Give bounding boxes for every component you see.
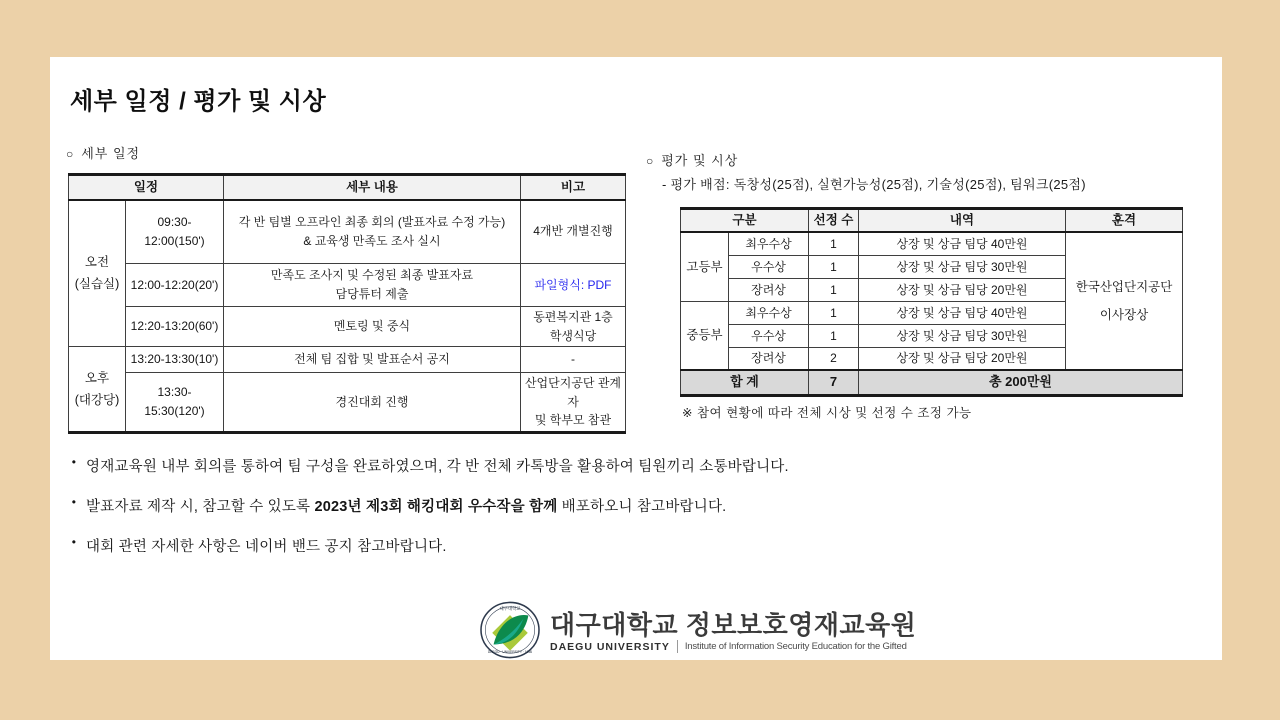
- award-count: 1: [809, 301, 859, 324]
- schedule-note: [521, 307, 626, 347]
- svg-text:DAEGU · UNIVERSITY · 1956: DAEGU · UNIVERSITY · 1956: [487, 650, 533, 655]
- awards-header-detail: 내역: [859, 209, 1066, 233]
- awards-header-row: [681, 209, 1183, 233]
- award-count: 1: [809, 324, 859, 347]
- group-line1: 오전: [84, 254, 110, 269]
- group-line2: (실습실): [74, 277, 120, 292]
- schedule-time: 12:20-13:20(60'): [126, 307, 224, 347]
- list-item: [62, 455, 1202, 476]
- list-item: [62, 535, 1202, 556]
- table-row: [69, 373, 626, 433]
- schedule-group-afternoon: [69, 347, 126, 433]
- awards-header-category: 구분: [681, 209, 809, 233]
- total-label: 합 계: [681, 370, 809, 395]
- awards-table: [680, 207, 1183, 397]
- schedule-section-text: 세부 일정: [81, 146, 141, 161]
- awards-honor: [1066, 232, 1183, 370]
- schedule-section-label: [66, 143, 140, 162]
- schedule-time: 13:30-15:30(120'): [126, 373, 224, 433]
- award-detail: 상장 및 상금 팀당 40만원: [859, 232, 1066, 255]
- list-item: [62, 495, 1202, 516]
- content-line1: 만족도 조사지 및 수정된 최종 발표자료: [270, 268, 474, 283]
- awards-header-count: 선정 수: [809, 209, 859, 233]
- awards-section-text: 평가 및 시상: [661, 153, 739, 168]
- schedule-content: 멘토링 및 중식: [224, 307, 521, 347]
- logo-english-name: DAEGU UNIVERSITY: [550, 640, 670, 653]
- total-detail: 총 200만원: [859, 370, 1183, 395]
- table-row: [69, 264, 626, 307]
- awards-group-high: 고등부: [681, 232, 729, 301]
- schedule-group-morning: [69, 200, 126, 347]
- schedule-content: 경진대회 진행: [224, 373, 521, 433]
- table-row: [681, 232, 1183, 255]
- content-line1: 각 반 팀별 오프라인 최종 회의 (발표자료 수정 가능): [238, 215, 506, 230]
- award-name: 우수상: [729, 324, 809, 347]
- schedule-time: 09:30-12:00(150'): [126, 200, 224, 264]
- schedule-content: 전체 팀 집합 및 발표순서 공지: [224, 347, 521, 373]
- note-line2: 학생식당: [549, 328, 597, 343]
- schedule-content: [224, 200, 521, 264]
- schedule-header-row: [69, 175, 626, 200]
- award-detail: 상장 및 상금 팀당 20만원: [859, 347, 1066, 370]
- awards-section-label: [646, 150, 738, 169]
- table-row: [69, 307, 626, 347]
- note-line1: 산업단지공단 관계자: [524, 376, 622, 409]
- bullet-text-pre: 발표자료 제작 시, 참고할 수 있도록: [86, 499, 315, 515]
- schedule-time: 12:00-12:20(20'): [126, 264, 224, 307]
- awards-criteria: - 평가 배점: 독창성(25점), 실현가능성(25점), 기술성(25점), 팀워크(25점): [662, 177, 1086, 192]
- university-logo: [479, 601, 916, 664]
- schedule-note: 4개반 개별진행: [521, 200, 626, 264]
- bullet-icon: •: [71, 455, 77, 469]
- logo-korean-name: 대구대학교 정보보호영재교육원: [550, 609, 917, 640]
- honor-line2: 이사장상: [1099, 308, 1149, 323]
- awards-adjust-note: ※ 참여 현황에 따라 전체 시상 및 선정 수 조정 가능: [682, 406, 972, 420]
- bullet-icon: •: [71, 535, 77, 549]
- schedule-content: [224, 264, 521, 307]
- schedule-note: -: [521, 347, 626, 373]
- bullet-text-bold: 2023년 제3회 해킹대회 우수작을 함께: [314, 499, 558, 515]
- bullet-text: [86, 495, 726, 516]
- schedule-note: [521, 373, 626, 433]
- award-detail: 상장 및 상금 팀당 30만원: [859, 255, 1066, 278]
- logo-english-row: [550, 640, 916, 653]
- bullet-icon: •: [71, 495, 77, 509]
- award-name: 장려상: [729, 278, 809, 301]
- svg-text:대구대학교: 대구대학교: [499, 606, 521, 612]
- schedule-header-note: 비고: [521, 175, 626, 200]
- bullet-text-post: 배포하오니 참고바랍니다.: [557, 499, 727, 515]
- award-detail: 상장 및 상금 팀당 30만원: [859, 324, 1066, 347]
- award-detail: 상장 및 상금 팀당 20만원: [859, 278, 1066, 301]
- award-detail: 상장 및 상금 팀당 40만원: [859, 301, 1066, 324]
- schedule-header-content: 세부 내용: [224, 175, 521, 200]
- logo-institute-name: Institute of Information Security Education for the Gifted: [684, 641, 907, 653]
- slide-canvas: [50, 57, 1222, 660]
- schedule-table: [68, 173, 626, 434]
- logo-divider: [677, 640, 678, 653]
- award-count: 1: [809, 278, 859, 301]
- awards-header-honor: 훈격: [1066, 209, 1183, 233]
- logo-text: [550, 609, 917, 653]
- award-count: 1: [809, 255, 859, 278]
- note-line2: 및 학부모 참관: [534, 413, 612, 428]
- table-row: [69, 200, 626, 264]
- content-line2: & 교육생 만족도 조사 실시: [303, 233, 441, 248]
- schedule-time: 13:20-13:30(10'): [126, 347, 224, 373]
- awards-total-row: [681, 370, 1183, 395]
- award-name: 우수상: [729, 255, 809, 278]
- bullet-text: 영재교육원 내부 회의를 통하여 팀 구성을 완료하였으며, 각 반 전체 카톡방을 활용하여 팀원끼리 소통바랍니다.: [86, 459, 789, 475]
- honor-line1: 한국산업단지공단: [1075, 279, 1173, 294]
- schedule-note-pdf: 파일형식: PDF: [521, 264, 626, 307]
- schedule-header-time: 일정: [69, 175, 224, 200]
- group-line2: (대강당): [74, 393, 120, 408]
- award-count: 1: [809, 232, 859, 255]
- content-line2: 담당튜터 제출: [335, 287, 409, 301]
- award-name: 최우수상: [729, 301, 809, 324]
- award-count: 2: [809, 347, 859, 370]
- circle-marker-icon: ○: [66, 147, 75, 161]
- university-seal-icon: [479, 601, 541, 664]
- total-count: 7: [809, 370, 859, 395]
- bullet-list: [62, 455, 1202, 575]
- table-row: [69, 347, 626, 373]
- bullet-text: 대회 관련 자세한 사항은 네이버 밴드 공지 참고바랍니다.: [86, 539, 447, 555]
- note-line1: 동편복지관 1층: [533, 310, 613, 324]
- award-name: 장려상: [729, 347, 809, 370]
- awards-group-middle: 중등부: [681, 301, 729, 370]
- award-name: 최우수상: [729, 232, 809, 255]
- circle-marker-icon: ○: [646, 154, 655, 168]
- group-line1: 오후: [84, 370, 110, 385]
- page-title: 세부 일정 / 평가 및 시상: [70, 88, 327, 115]
